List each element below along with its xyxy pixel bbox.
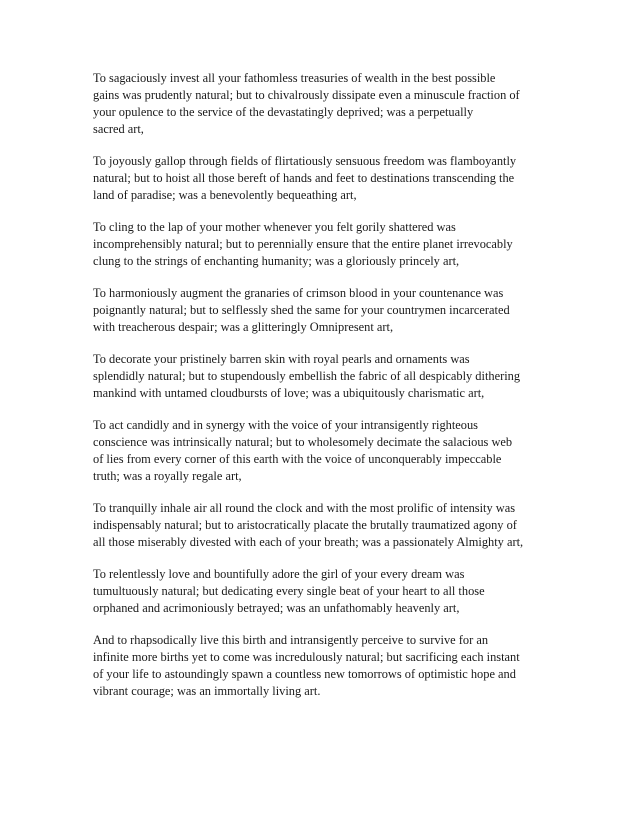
- text-line: of your life to astoundingly spawn a countless new tomorrows of optimistic hope and: [93, 667, 516, 681]
- text-line: infinite more births yet to come was incredulously natural; but sacrificing each instant: [93, 650, 520, 664]
- text-line: truth; was a royally regale art,: [93, 469, 242, 483]
- text-line: gains was prudently natural; but to chivalrously dissipate even a minuscule fraction of: [93, 88, 520, 102]
- text-line: splendidly natural; but to stupendously embellish the fabric of all despicably dithering: [93, 369, 521, 383]
- text-line: To act candidly and in synergy with the voice of your intransigently righteous: [93, 418, 478, 432]
- paragraph-9: [93, 632, 553, 700]
- paragraph-5: [93, 351, 553, 402]
- text-line: To sagaciously invest all your fathomless treasuries of wealth in the best possible: [93, 71, 496, 85]
- paragraph-6: [93, 417, 553, 485]
- paragraph-4: [93, 285, 553, 336]
- text-line: vibrant courage; was an immortally living art.: [93, 684, 321, 698]
- text-line: all those miserably divested with each of your breath; was a passionately Almighty art,: [93, 535, 524, 549]
- text-line: indispensably natural; but to aristocratically placate the brutally traumatized agony of: [93, 518, 517, 532]
- text-line: of lies from every corner of this earth with the voice of unconquerably impeccable: [93, 452, 502, 466]
- text-line: To tranquilly inhale air all round the clock and with the most prolific of intensity was: [93, 501, 516, 515]
- text-line: And to rhapsodically live this birth and intransigently perceive to survive for an: [93, 633, 489, 647]
- text-line: conscience was intrinsically natural; but to wholesomely decimate the salacious web: [93, 435, 513, 449]
- text-line: poignantly natural; but to selflessly shed the same for your countrymen incarcerated: [93, 303, 510, 317]
- text-line: To cling to the lap of your mother whenever you felt gorily shattered was: [93, 220, 456, 234]
- text-line: natural; but to hoist all those bereft of hands and feet to destinations transcending the: [93, 171, 515, 185]
- paragraph-2: [93, 153, 553, 204]
- poem-body: [93, 70, 553, 715]
- text-line: sacred art,: [93, 122, 144, 136]
- text-line: with treacherous despair; was a glitteringly Omnipresent art,: [93, 320, 394, 334]
- text-line: To harmoniously augment the granaries of crimson blood in your countenance was: [93, 286, 504, 300]
- text-line: tumultuously natural; but dedicating every single beat of your heart to all those: [93, 584, 485, 598]
- text-line: mankind with untamed cloudbursts of love; was a ubiquitously charismatic art,: [93, 386, 485, 400]
- paragraph-3: [93, 219, 553, 270]
- paragraph-7: [93, 500, 553, 551]
- text-line: your opulence to the service of the devastatingly deprived; was a perpetually: [93, 105, 474, 119]
- text-line: To relentlessly love and bountifully adore the girl of your every dream was: [93, 567, 465, 581]
- text-line: To decorate your pristinely barren skin with royal pearls and ornaments was: [93, 352, 470, 366]
- text-line: land of paradise; was a benevolently bequeathing art,: [93, 188, 357, 202]
- text-line: orphaned and acrimoniously betrayed; was an unfathomably heavenly art,: [93, 601, 460, 615]
- text-line: clung to the strings of enchanting humanity; was a gloriously princely art,: [93, 254, 460, 268]
- paragraph-8: [93, 566, 553, 617]
- text-line: incomprehensibly natural; but to perennially ensure that the entire planet irrevocably: [93, 237, 513, 251]
- text-line: To joyously gallop through fields of flirtatiously sensuous freedom was flamboyantly: [93, 154, 517, 168]
- paragraph-1: [93, 70, 553, 138]
